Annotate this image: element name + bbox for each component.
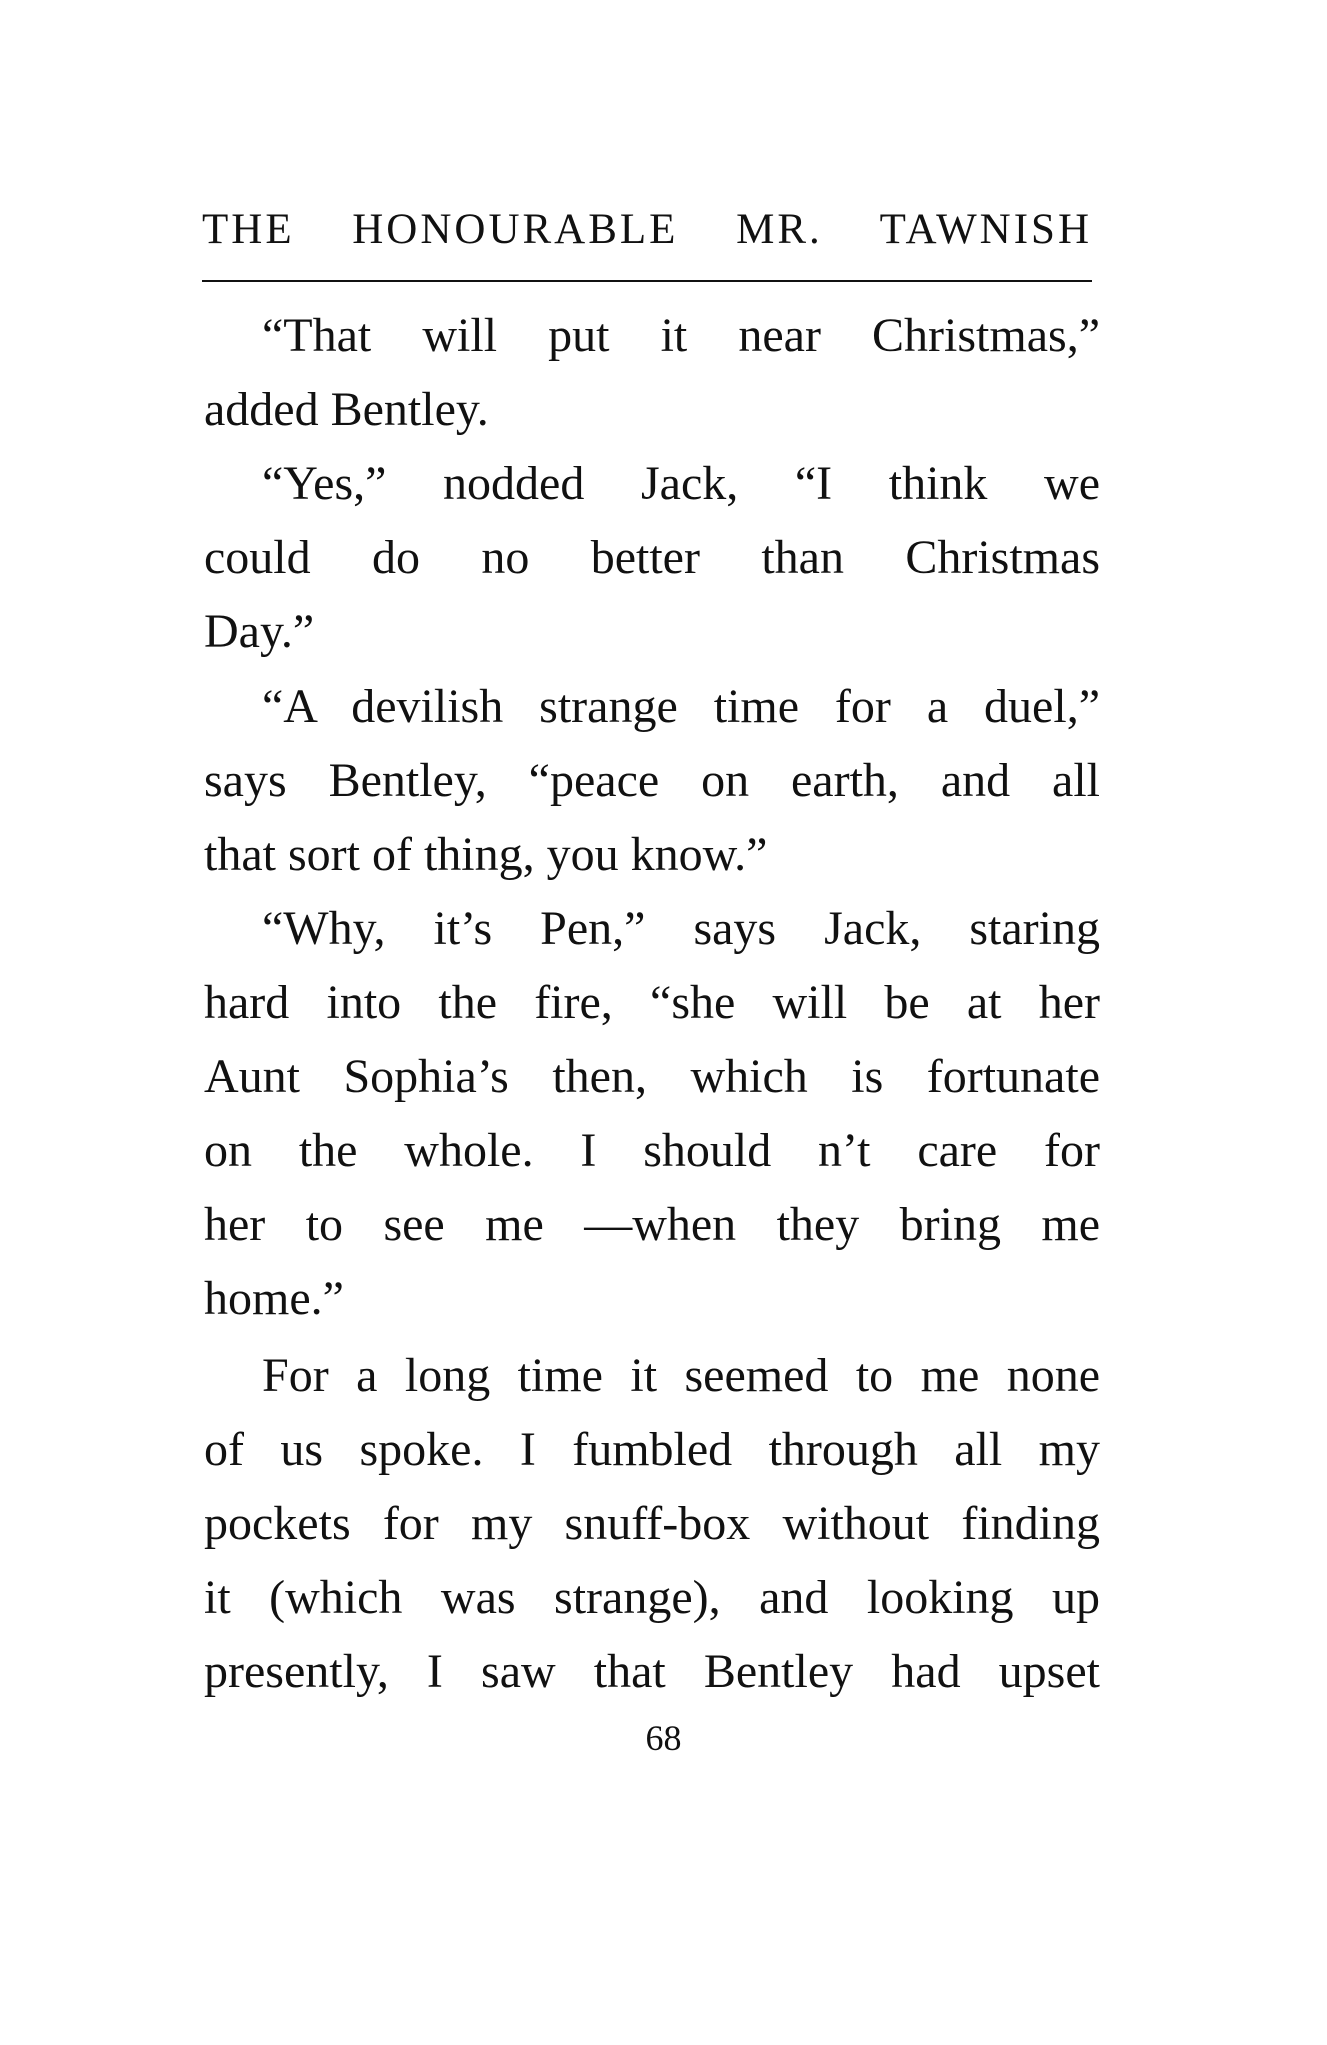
running-head-title: THE HONOURABLE MR. TAWNISH <box>202 206 1092 253</box>
header-rule <box>202 280 1092 282</box>
text-line: “A devilish strange time for a duel,” <box>262 680 1100 733</box>
text-line: For a long time it seemed to me none <box>262 1349 1100 1402</box>
text-line: home.” <box>204 1272 344 1325</box>
text-line: Aunt Sophia’s then, which is fortunate <box>204 1050 1100 1103</box>
text-line: says Bentley, “peace on earth, and all <box>204 754 1100 807</box>
page-number: 68 <box>645 1718 682 1758</box>
text-line: of us spoke. I fumbled through all my <box>204 1423 1100 1476</box>
text-line: presently, I saw that Bentley had upset <box>204 1645 1100 1698</box>
text-line: pockets for my snuff-box without finding <box>204 1497 1100 1550</box>
text-line: “That will put it near Christmas,” <box>262 309 1100 362</box>
text-line: “Why, it’s Pen,” says Jack, staring <box>262 902 1100 955</box>
text-line: that sort of thing, you know.” <box>204 828 768 881</box>
text-line: her to see me —when they bring me <box>204 1198 1100 1251</box>
text-line: could do no better than Christmas <box>204 531 1100 584</box>
text-line: Day.” <box>204 605 315 658</box>
text-line: it (which was strange), and looking up <box>204 1571 1100 1624</box>
text-line: “Yes,” nodded Jack, “I think we <box>262 457 1100 510</box>
text-line: on the whole. I should n’t care for <box>204 1124 1100 1177</box>
text-line: hard into the fire, “she will be at her <box>204 976 1100 1029</box>
text-line: added Bentley. <box>204 383 489 436</box>
